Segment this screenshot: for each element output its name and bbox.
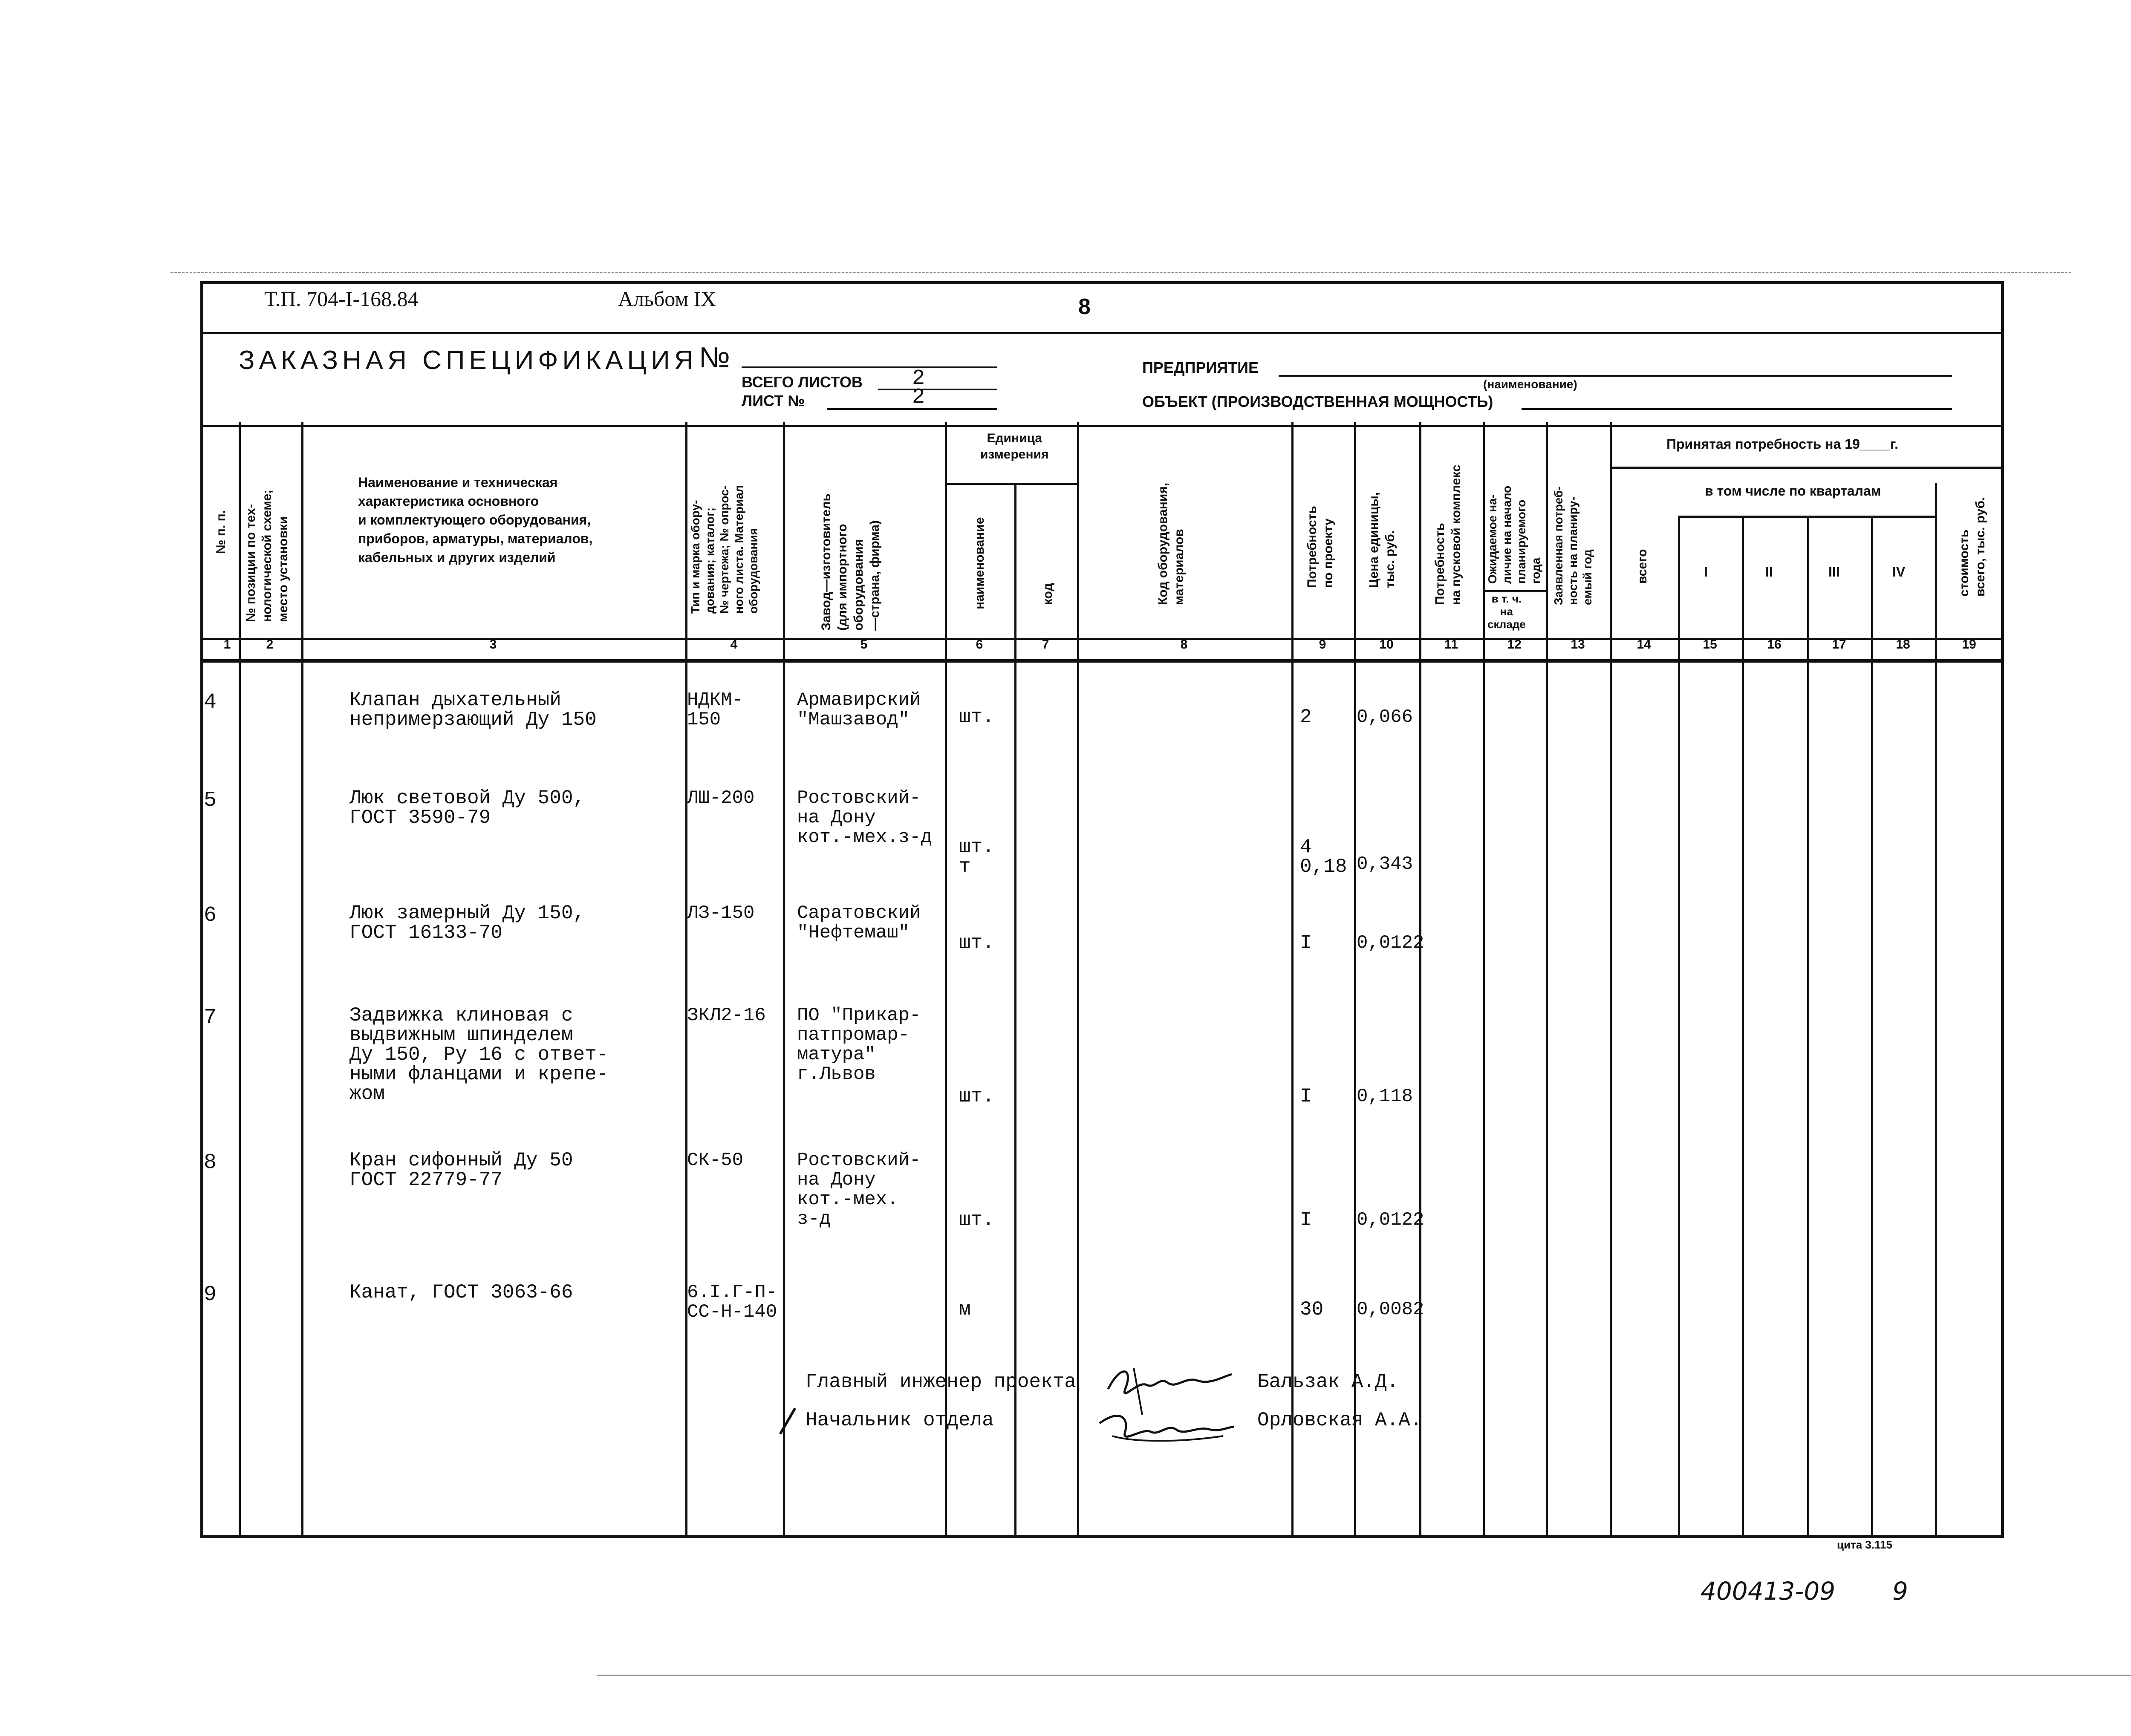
column-number: 18: [1896, 637, 1910, 652]
accepted-subheader-line: [1610, 467, 2001, 469]
header-col18: IV: [1892, 564, 1906, 580]
enterprise-name-hint: (наименование): [1483, 378, 1577, 391]
col-line: [1610, 422, 1612, 1535]
item-quantity: I: [1300, 1209, 1312, 1231]
sheet-no-label: ЛИСТ №: [742, 392, 805, 409]
document-code: 400413-09: [1701, 1577, 1836, 1606]
column-number: 10: [1379, 637, 1394, 652]
col-line: [1546, 422, 1548, 1535]
item-name: Задвижка клиновая с выдвижным шпинделем Ду 150, Ру 16 с ответ- ными фланцами и крепе- жом: [349, 1004, 609, 1105]
header-divider: [203, 332, 2001, 334]
item-type: ЗКЛ2-16: [687, 1005, 766, 1026]
column-number: 9: [1319, 637, 1326, 652]
column-number: 19: [1962, 637, 1976, 652]
sheet-no-line: [827, 408, 997, 410]
col-line: [1678, 516, 1680, 1535]
item-price: 0,066: [1357, 707, 1413, 728]
enterprise-label: ПРЕДПРИЯТИЕ: [1142, 359, 1259, 376]
column-number: 6: [976, 637, 983, 652]
header-col4: Тип и марка обору- дования; каталог; № чертежа; № опрос- ного листа. Материал оборудования: [689, 485, 760, 614]
item-manufacturer: ПО "Прикар- патпромар- матура" г.Львов: [797, 1005, 921, 1085]
header-col10: Цена единицы, тыс. руб.: [1367, 492, 1397, 588]
header-col6: наименование: [973, 517, 987, 609]
sheets-total-line: [878, 389, 997, 390]
item-type: СК-50: [687, 1150, 744, 1171]
col-line: [1935, 483, 1937, 1535]
col-line: [1354, 422, 1356, 1535]
item-unit: шт. т: [959, 836, 994, 878]
item-quantity: 4 0,18: [1300, 836, 1347, 878]
column-number: 12: [1507, 637, 1522, 652]
item-manufacturer: Саратовский "Нефтемаш": [797, 903, 921, 943]
spec-number-label: №: [699, 341, 730, 374]
item-unit: шт.: [959, 706, 994, 728]
item-manufacturer: Армавирский "Машзавод": [797, 689, 921, 730]
item-type: НДКМ- 150: [687, 689, 744, 730]
col-line: [1077, 422, 1079, 1535]
item-unit: шт.: [959, 1209, 994, 1231]
table-top-line: [203, 425, 2001, 427]
item-quantity: I: [1300, 1085, 1312, 1107]
column-number: 4: [730, 637, 738, 652]
column-number: 8: [1180, 637, 1188, 652]
header-col5: Завод—изготовитель (для импортного оборудования —страна, фирма): [819, 493, 882, 631]
header-col19: стоимость всего, тыс. руб.: [1957, 497, 1987, 597]
sheets-total-label: ВСЕГО ЛИСТОВ: [742, 373, 863, 391]
header-col3: Наименование и техническая характеристика основного и комплектующего оборудования, приборов, арматуры, материалов, кабельных и других изделий: [358, 475, 593, 565]
column-number: 11: [1444, 637, 1458, 652]
col-line: [1419, 422, 1421, 1535]
item-name: Канат, ГОСТ 3063-66: [349, 1281, 573, 1303]
sheet-no-value: 2: [912, 385, 925, 409]
column-number: 5: [860, 637, 868, 652]
chief-engineer-title: Главный инженер проекта: [806, 1371, 1076, 1393]
header-col12: Ожидаемое на- личие на начало планируемого года: [1486, 485, 1542, 584]
col-line: [685, 422, 687, 1535]
item-manufacturer: Ростовский- на Дону кот.-мех.з-д: [797, 787, 932, 848]
row-number: 7: [204, 1006, 217, 1030]
quarters-subheader-line: [1678, 516, 1935, 518]
column-number: 13: [1571, 637, 1585, 652]
column-number: 15: [1703, 637, 1717, 652]
item-name: Кран сифонный Ду 50 ГОСТ 22779-77: [349, 1149, 573, 1191]
column-header-bottom: [203, 638, 2001, 640]
item-unit: шт.: [959, 932, 994, 954]
column-number: 14: [1637, 637, 1651, 652]
scan-noise-line: [170, 272, 2071, 273]
header-col17: III: [1828, 564, 1840, 580]
item-price: 0,118: [1357, 1086, 1413, 1107]
header-col9: Потребность по проекту: [1305, 506, 1335, 588]
col-line: [945, 422, 947, 1535]
header-col16: II: [1765, 564, 1773, 580]
col-line: [783, 422, 785, 1535]
item-quantity: I: [1300, 932, 1312, 954]
unit-subheader-line: [945, 483, 1077, 485]
item-unit: шт.: [959, 1085, 994, 1107]
header-col7: код: [1041, 583, 1055, 605]
column-number-bottom: [203, 659, 2001, 663]
row-number: 4: [204, 690, 217, 715]
object-line: [1522, 408, 1952, 410]
column-number: 1: [223, 637, 231, 652]
item-quantity: 2: [1300, 706, 1312, 728]
column-number: 16: [1767, 637, 1782, 652]
tp-number: Т.П. 704-I-168.84: [264, 287, 419, 311]
item-price: 0,0082: [1357, 1299, 1424, 1320]
column-number: 2: [266, 637, 274, 652]
col-line: [1871, 516, 1873, 1535]
column-number: 3: [489, 637, 497, 652]
header-col13: Заявленная потреб- ность на планиру- емый год: [1552, 486, 1594, 605]
header-col11: Потребность на пусковой комплекс: [1433, 464, 1463, 605]
item-unit: м: [959, 1298, 971, 1321]
document-title: ЗАКАЗНАЯ СПЕЦИФИКАЦИЯ: [239, 346, 698, 375]
page-number-bottom: 9: [1892, 1577, 1908, 1606]
header-col8: Код оборудования, материалов: [1156, 482, 1186, 605]
col-line: [1483, 422, 1485, 1535]
header-unit-group: Единица измерения: [980, 431, 1049, 461]
department-head-title: Начальник отдела: [806, 1409, 994, 1431]
row-number: 8: [204, 1151, 217, 1175]
col-line: [1610, 473, 1612, 474]
item-name: Клапан дыхательный непримерзающий Ду 150: [349, 689, 597, 731]
enterprise-line: [1279, 375, 1952, 377]
header-accepted: Принятая потребность на 19____г.: [1666, 436, 1898, 452]
page-number-top: 8: [1078, 294, 1091, 319]
object-label: ОБЪЕКТ (ПРОИЗВОДСТВЕННАЯ МОЩНОСТЬ): [1142, 393, 1493, 410]
order-mark: цита 3.115: [1837, 1538, 1893, 1551]
row-number: 9: [204, 1283, 217, 1307]
header-quarters: в том числе по кварталам: [1705, 483, 1881, 499]
header-col12-stock: в т. ч. на складе: [1487, 592, 1526, 631]
col-line: [1807, 516, 1809, 1535]
item-price: 0,0122: [1357, 932, 1424, 954]
header-col14: всего: [1635, 549, 1649, 584]
handwritten-signatures: [1095, 1351, 1236, 1462]
item-type: ЛЗ-150: [687, 903, 755, 924]
item-price: 0,0122: [1357, 1209, 1424, 1231]
sheets-total-value: 2: [912, 366, 925, 391]
item-name: Люк световой Ду 500, ГОСТ 3590-79: [349, 787, 585, 829]
item-type: ЛШ-200: [687, 787, 755, 809]
item-quantity: 30: [1300, 1298, 1324, 1321]
spec-number-line: [742, 366, 997, 368]
header-col15: I: [1704, 564, 1708, 580]
header-col1: № п. п.: [214, 510, 228, 554]
item-price: 0,343: [1357, 854, 1413, 875]
column-number: 7: [1042, 637, 1049, 652]
department-head-name: Орловская А.А.: [1257, 1409, 1422, 1431]
col-line: [239, 422, 241, 1535]
row-number: 6: [204, 903, 217, 928]
chief-engineer-name: Бальзак А.Д.: [1257, 1371, 1399, 1393]
header-col2: № позиции по тех- нологической схеме; место установки: [244, 489, 290, 622]
row-number: 5: [204, 788, 217, 813]
scan-noise-line: [597, 1675, 2131, 1676]
col-line: [1291, 422, 1294, 1535]
album-label: Альбом IX: [618, 287, 716, 311]
item-type: 6.I.Г-П- СС-Н-140: [687, 1282, 777, 1323]
col-line: [301, 422, 303, 1535]
item-name: Люк замерный Ду 150, ГОСТ 16133-70: [349, 902, 585, 944]
item-manufacturer: Ростовский- на Дону кот.-мех. з-д: [797, 1150, 921, 1230]
col-line: [1742, 516, 1744, 1535]
column-number: 17: [1832, 637, 1846, 652]
